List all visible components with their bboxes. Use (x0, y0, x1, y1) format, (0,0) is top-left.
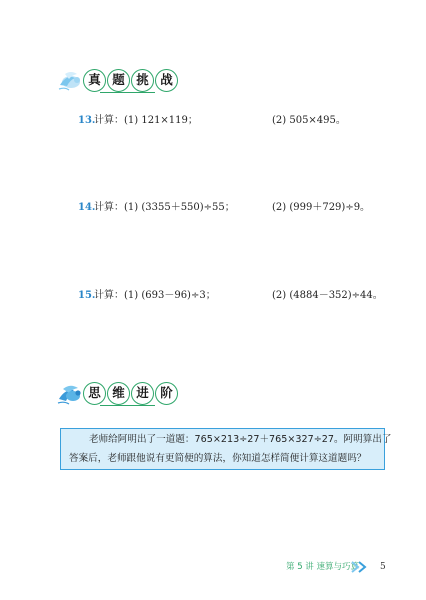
section-underline (100, 405, 155, 406)
section-title-thinking-advance (83, 382, 178, 405)
problem-part-1: 计算：(1) (693－96)÷3； (94, 290, 216, 301)
title-char: 真 (83, 69, 106, 92)
problem-number: 14. (78, 202, 96, 213)
page-number: 5 (380, 562, 386, 572)
problem-14 (78, 200, 398, 216)
problem-part-2: (2) (4884－352)÷44。 (272, 290, 383, 301)
title-char: 阶 (155, 382, 178, 405)
title-char: 进 (131, 382, 154, 405)
problem-part-1: 计算：(1) (3355＋550)÷55； (94, 202, 235, 213)
title-char: 战 (155, 69, 178, 92)
section-title-real-challenge (83, 69, 178, 92)
chevron-right-icon (350, 561, 372, 573)
problem-number: 15. (78, 290, 96, 301)
title-char: 挑 (131, 69, 154, 92)
title-char: 题 (107, 69, 130, 92)
bird-icon (57, 68, 83, 94)
challenge-text-line-1: 老师给阿明出了一道题：765×213÷27＋765×327÷27。阿明算出了 (89, 434, 392, 445)
problem-part-1: 计算：(1) 121×119； (94, 115, 198, 126)
problem-13 (78, 113, 398, 129)
problem-15 (78, 288, 398, 304)
problem-number: 13. (78, 115, 96, 126)
title-char: 思 (83, 382, 106, 405)
problem-part-2: (2) (999＋729)÷9。 (272, 202, 371, 213)
footer-lesson-title: 第 5 讲 速算与巧算 (286, 562, 360, 572)
title-char: 维 (107, 382, 130, 405)
challenge-box (60, 428, 392, 470)
section-underline (100, 92, 155, 93)
bird-icon (57, 381, 83, 407)
challenge-text-line-2: 答案后，老师跟他说有更简便的算法，你知道怎样简便计算这道题吗？ (69, 453, 367, 464)
problem-part-2: (2) 505×495。 (272, 115, 346, 126)
